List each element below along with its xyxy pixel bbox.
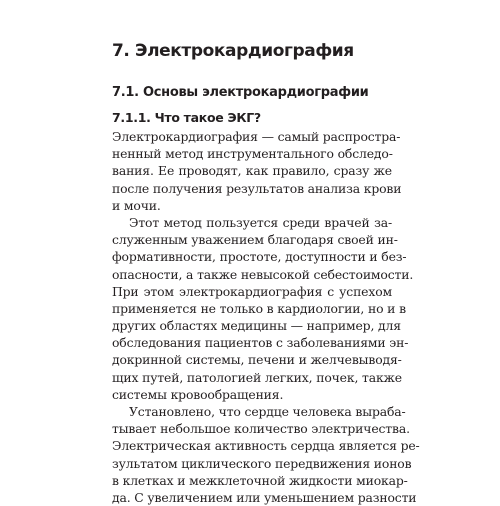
chapter-title: 7. Электрокардиография <box>112 41 354 61</box>
text-line: формативности, простоте, доступности и без- <box>112 249 407 265</box>
text-line: других областях медицины — например, для <box>112 318 401 334</box>
text-line: системы кровообращения. <box>112 386 284 402</box>
subsection-title: 7.1.1. Что такое ЭКГ? <box>112 110 261 125</box>
text-line: применяется не только в кардиологии, но и в <box>112 300 406 316</box>
text-line: после получения результатов анализа крови <box>112 180 402 196</box>
text-line: докринной системы, печени и желчевыводя- <box>112 352 402 368</box>
text-line: ненный метод инструментального обследо- <box>112 146 393 162</box>
text-line: Электрическая активность сердца является ре- <box>112 438 420 454</box>
text-line: тывает небольшое количество электричества. <box>112 421 410 437</box>
text-line: щих путей, патологией легких, почек, также <box>112 369 402 385</box>
text-line: При этом электрокардиография с успехом <box>112 283 392 299</box>
text-line: Электрокардиография — самый распростра- <box>112 129 401 144</box>
text-line: обследования пациентов с заболеваниями эн- <box>112 335 409 351</box>
text-line: Этот метод пользуется среди врачей за- <box>129 214 392 230</box>
text-line: служенным уважением благодаря своей ин- <box>112 232 398 248</box>
section-title: 7.1. Основы электрокардиографии <box>112 85 369 100</box>
text-line: и мочи. <box>112 197 161 213</box>
text-line: да. С увеличением или уменьшением разности <box>112 489 417 505</box>
text-line: Установлено, что сердце человека выраба- <box>129 404 406 419</box>
body-text <box>112 128 420 506</box>
text-line: зультатом циклического передвижения ионов <box>112 455 412 471</box>
text-line: вания. Ее проводят, как правило, сразу же <box>112 163 392 179</box>
text-line: опасности, а также невысокой себестоимости. <box>112 266 414 282</box>
text-line: в клетках и межклеточной жидкости миокар- <box>112 472 408 488</box>
